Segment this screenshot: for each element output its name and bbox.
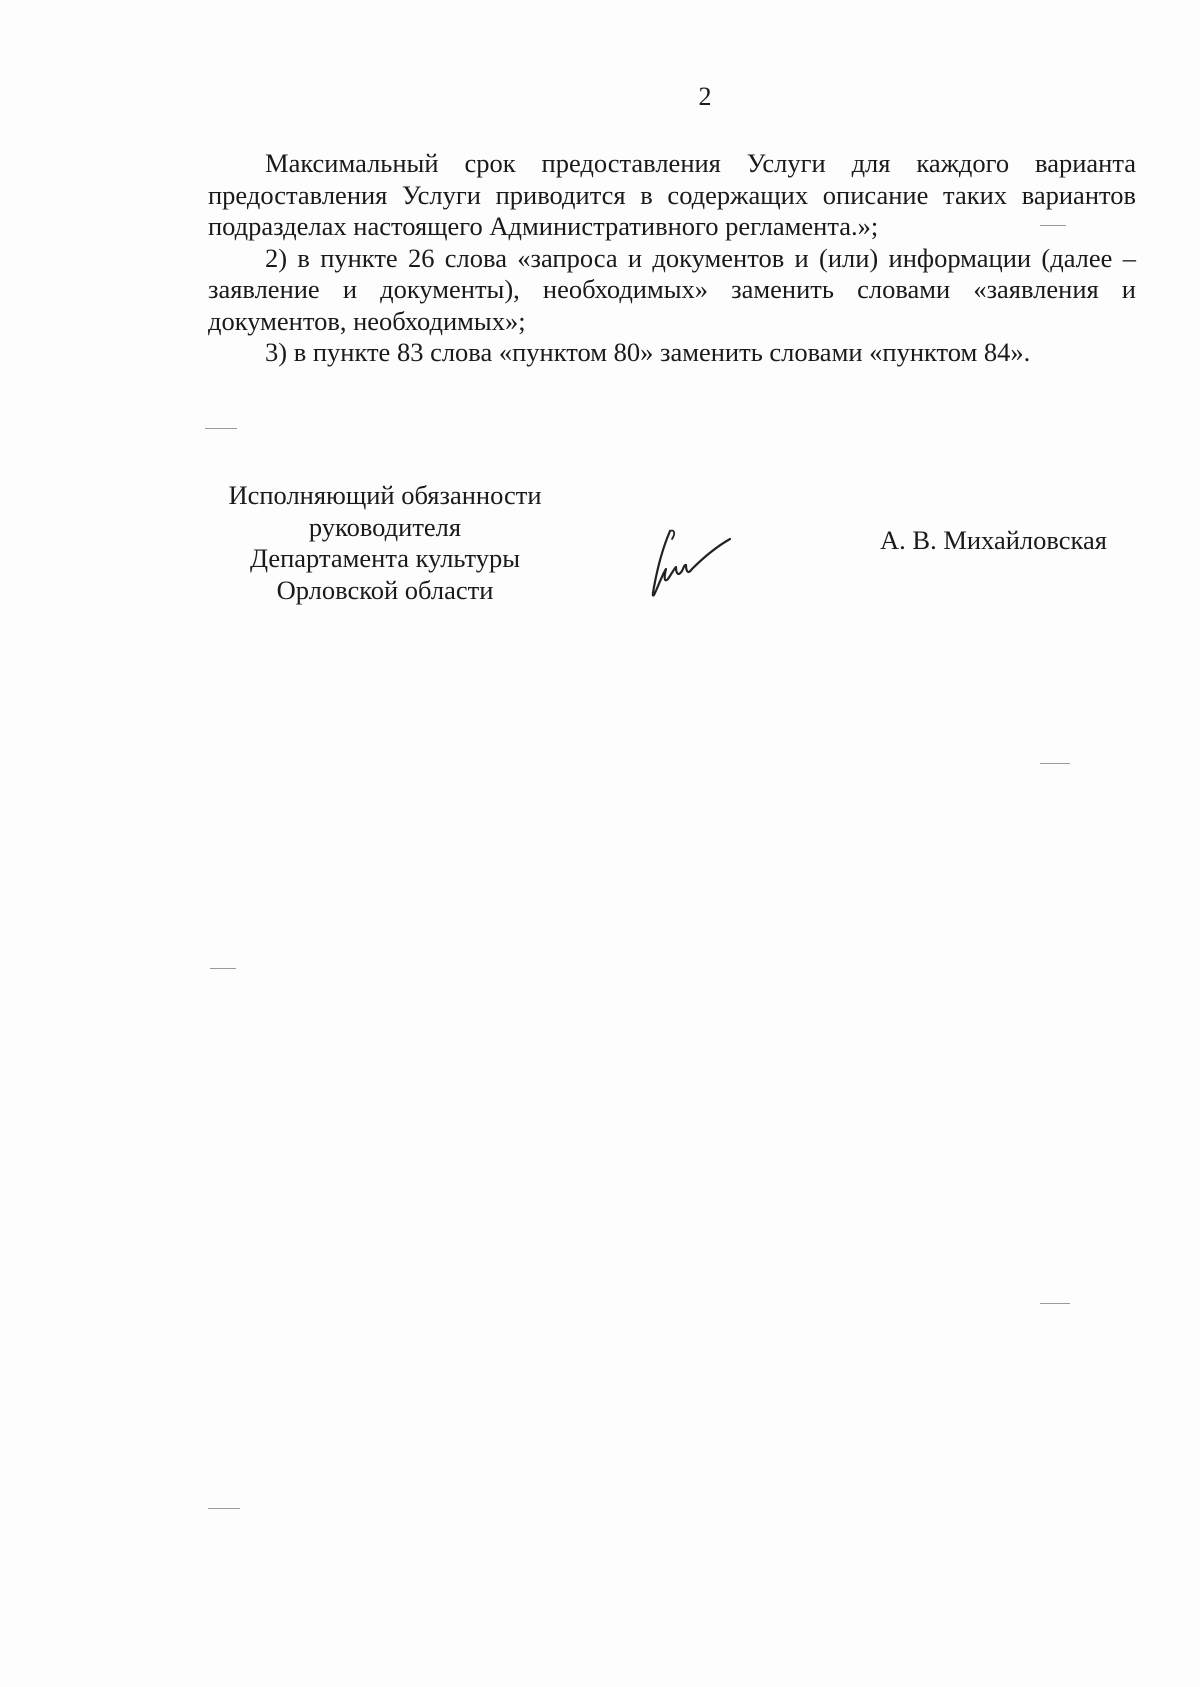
page-number: 2 <box>698 82 712 111</box>
scan-artifact <box>210 968 236 969</box>
handwritten-signature <box>640 525 740 605</box>
scan-artifact <box>1040 1303 1070 1304</box>
scan-artifact <box>205 428 237 429</box>
signatory-position <box>210 480 560 606</box>
paragraph-1: Максимальный срок предоставления Услуги для каждого варианта предоставления Услуги приводится в содержащих описание таких вариантов подразделах настоящего Административного регламента.»; <box>208 148 1136 241</box>
signer-name: А. В. Михайловская <box>880 525 1107 555</box>
paragraph-3: 3) в пункте 83 слова «пунктом 80» заменить словами «пунктом 84». <box>265 337 1031 367</box>
position-line: руководителя <box>308 511 462 542</box>
paragraph-2: 2) в пункте 26 слова «запроса и документов и (или) информации (далее – заявление и документы), необходимых» заменить словами «заявления и документов, необходимых»; <box>208 242 1136 336</box>
scan-artifact <box>1040 763 1070 764</box>
position-line: Исполняющий обязанности <box>228 480 542 510</box>
scan-artifact <box>208 1508 240 1509</box>
scan-artifact <box>1040 225 1066 226</box>
position-line: Департамента культуры <box>249 543 521 573</box>
body-text <box>208 148 1136 369</box>
position-line: Орловской области <box>276 574 494 605</box>
